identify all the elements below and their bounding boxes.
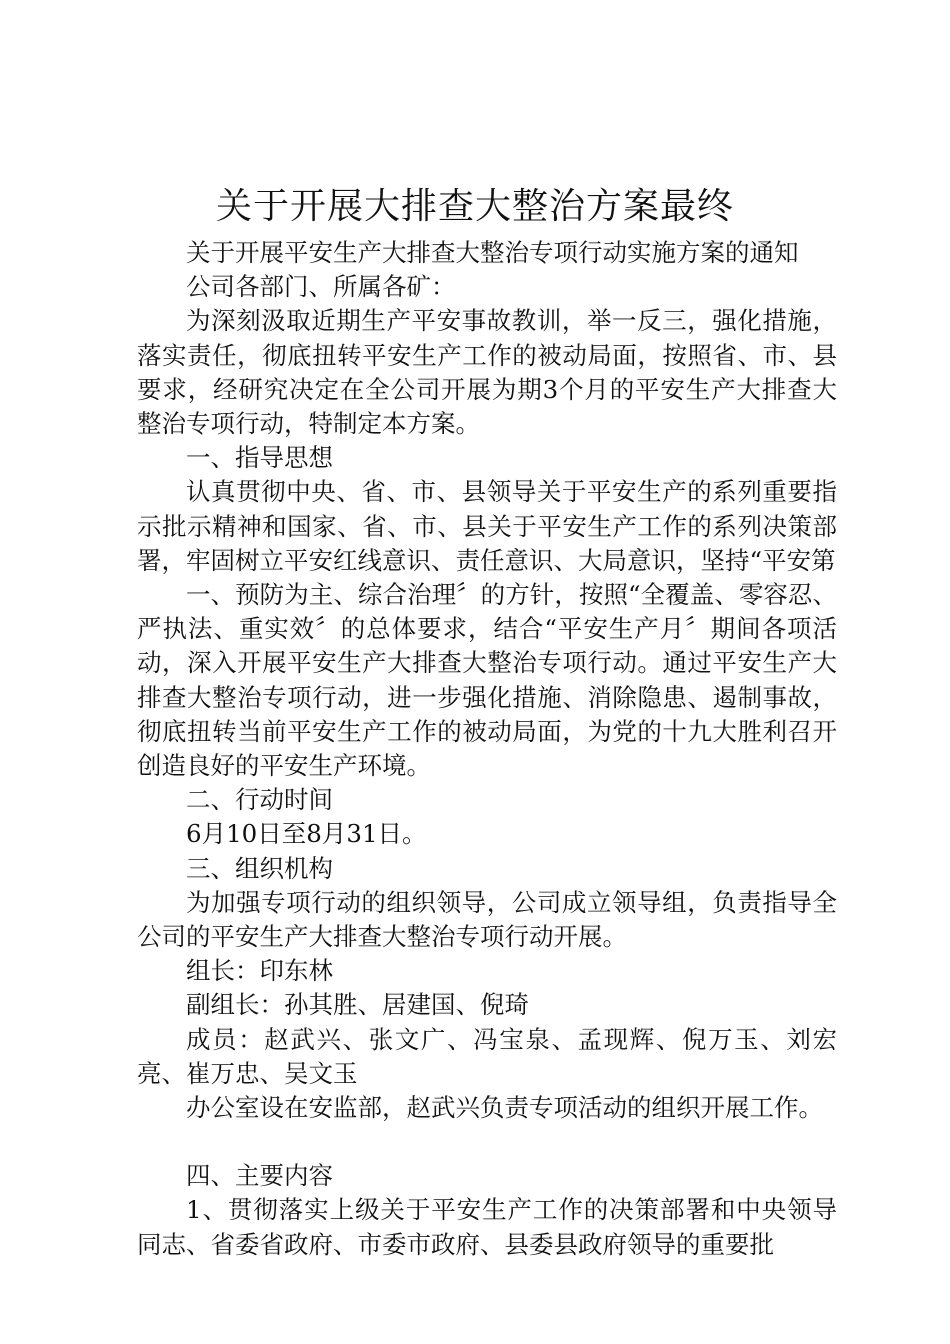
notice-heading: 关于开展平安生产大排查大整治专项行动实施方案的通知 <box>186 238 799 267</box>
organization-paragraph: 为加强专项行动的组织领导，公司成立领导组，负责指导全公司的平安生产大排查大整治专项行动开展。 <box>137 887 837 952</box>
group-leader: 组长：印东林 <box>186 956 333 986</box>
document-body <box>137 236 837 1262</box>
document-title: 关于开展大排查大整治方案最终 <box>215 186 734 227</box>
blank-line <box>137 1125 837 1159</box>
action-time-paragraph: 6月10日至8月31日。 <box>186 819 427 849</box>
group-members: 成员：赵武兴、张文广、冯宝泉、孟现辉、倪万玉、刘宏亮、崔万忠、吴文玉 <box>137 1024 837 1088</box>
section-heading-main-content: 四、主要内容 <box>186 1161 333 1191</box>
main-content-item-1: 1、贯彻落实上级关于平安生产工作的决策部署和中央领导同志、省委省政府、市委市政府、县委县政府领导的重要批 <box>137 1195 837 1259</box>
intro-paragraph: 为深刻汲取近期生产平安事故教训，举一反三，强化措施，落实责任，彻底扭转平安生产工作的被动局面，按照省、市、县要求，经研究决定在全公司开展为期3个月的平安生产大排查大整治专项行动，特制定本方案。 <box>137 306 837 439</box>
deputy-group-leaders: 副组长：孙其胜、居建国、倪琦 <box>186 990 529 1020</box>
salutation: 公司各部门、所属各矿： <box>186 272 456 302</box>
guiding-thought-continued: 一、预防为主、综合治理〞的方针，按照“全覆盖、零容忍、严执法、重实效〞的总体要求，结合“平安生产月〞期间各项活动，深入开展平安生产大排查大整治专项行动。通过平安生产大排查大整治专项行动，进一步强化措施、消除隐患、遏制事故，彻底扭转当前平安生产工作的被动局面，为党的十九大胜利召开创造良好的平安生产环境。 <box>137 580 837 781</box>
section-heading-action-time: 二、行动时间 <box>186 785 333 815</box>
office-paragraph: 办公室设在安监部，赵武兴负责专项活动的组织开展工作。 <box>186 1093 823 1123</box>
guiding-thought-paragraph: 认真贯彻中央、省、市、县领导关于平安生产的系列重要指示批示精神和国家、省、市、县关于平安生产工作的系列决策部署，牢固树立平安红线意识、责任意识、大局意识，坚持“平安第 <box>137 477 837 575</box>
section-heading-guiding-thought: 一、指导思想 <box>186 443 333 473</box>
section-heading-organization: 三、组织机构 <box>186 853 333 883</box>
